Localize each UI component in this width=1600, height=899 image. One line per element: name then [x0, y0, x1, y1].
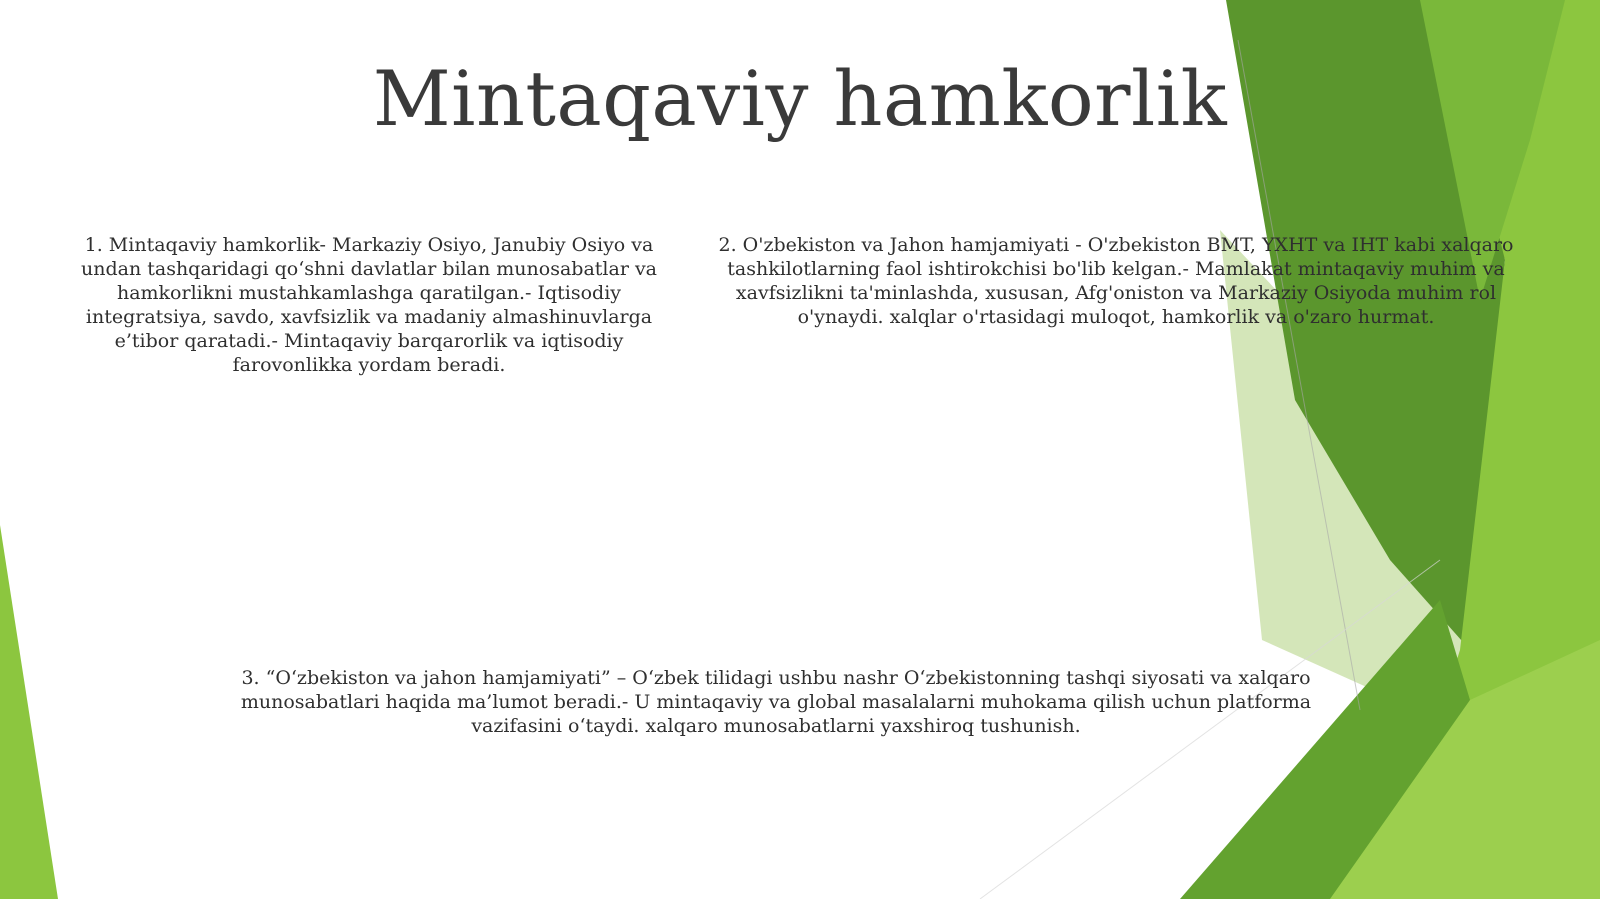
text-block-regional-cooperation: 1. Mintaqaviy hamkorlik- Markaziy Osiyo, Janubiy Osiyo va undan tashqaridagi qo‘shni davlatlar bilan munosabatlar va hamkorlikni mustahkamlashga qaratilgan.- Iqtisodiy integratsiya, savdo, xavfsizlik va madaniy almashinuvlarga e’tibor qaratadi.- Mintaqaviy barqarorlik va iqtisodiy farovonlikka yordam beradi. [80, 234, 658, 376]
text-block-uzbekistan-world-community: 2. O'zbekiston va Jahon hamjamiyati - O'zbekiston BMT, YXHT va IHT kabi xalqaro tashkilotlarning faol ishtirokchisi bo'lib kelgan.- Mamlakat mintaqaviy muhim va xavfsizlikni ta'minlashda, xususan, Afg'oniston va Markaziy Osiyoda muhim rol o'ynaydi. xalqlar o'rtasidagi muloqot, hamkorlik va o'zaro hurmat. [718, 234, 1514, 328]
text-block-publication: 3. “O‘zbekiston va jahon hamjamiyati” – O‘zbek tilidagi ushbu nashr O‘zbekistonning tashqi siyosati va xalqaro munosabatlari haqida ma’lumot beradi.- U mintaqaviy va global masalalarni muhokama qilish uchun platforma vazifasini o‘taydi. xalqaro munosabatlarni yaxshiroq tushunish. [240, 667, 1312, 737]
left-green-facet [0, 525, 58, 899]
slide-title: Mintaqaviy hamkorlik [372, 54, 1228, 143]
